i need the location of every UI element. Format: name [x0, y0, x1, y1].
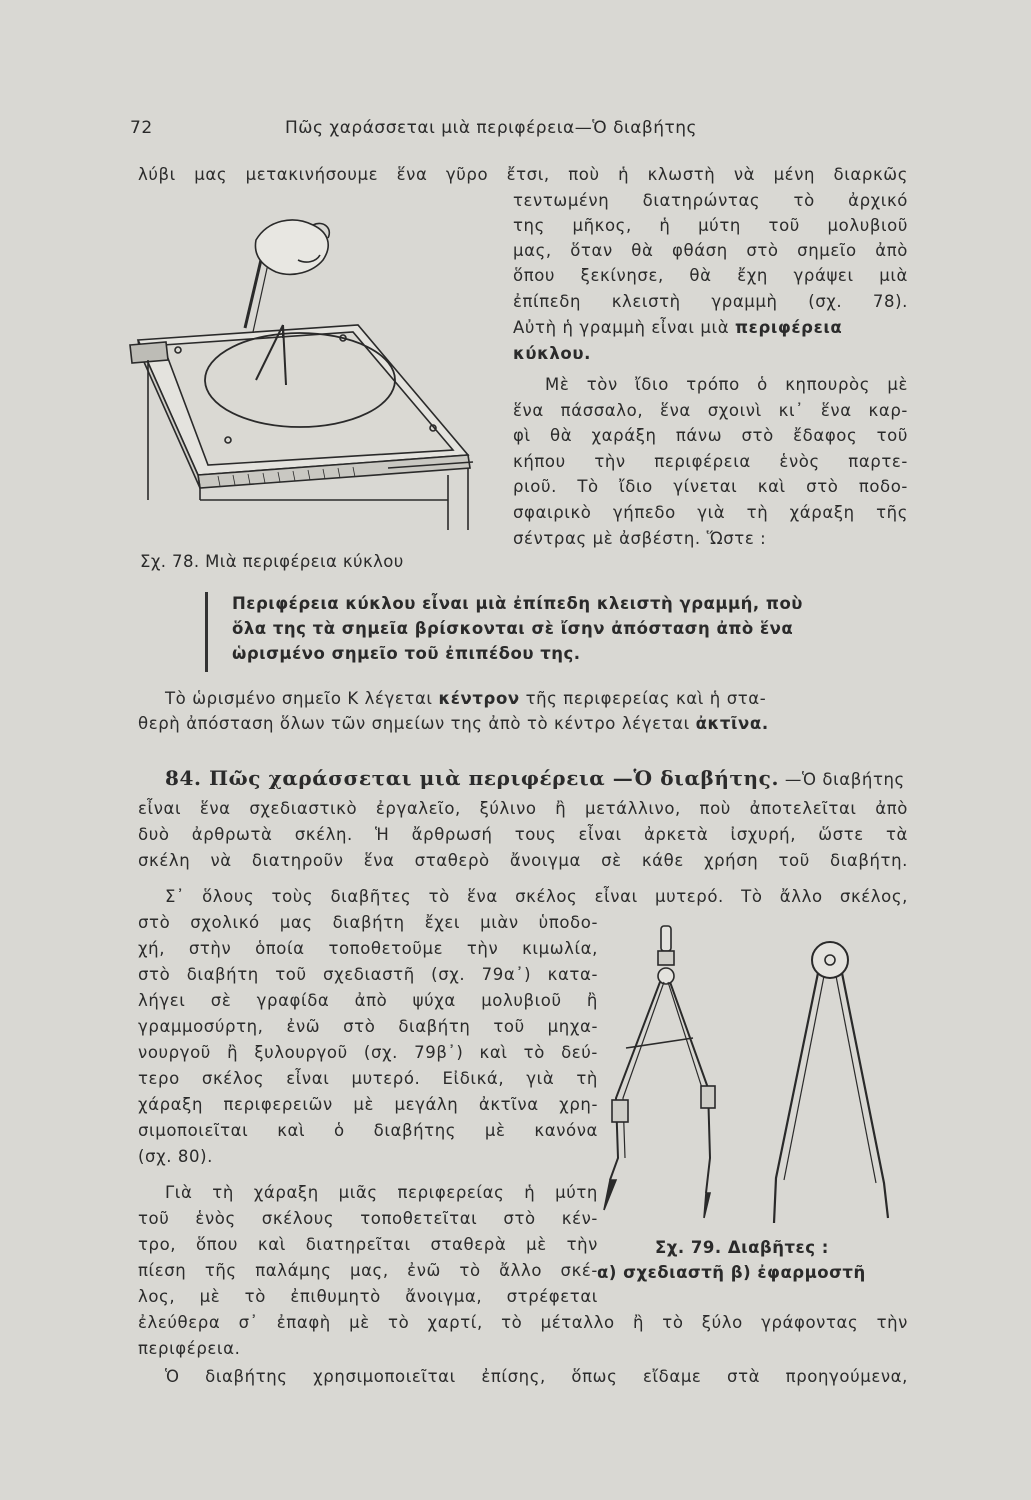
section-heading-line: [165, 766, 905, 793]
text-line: χάραξη περιφερειῶν μὲ μεγάλη ἀκτῖνα χρη-: [138, 1095, 598, 1114]
text-line: λύβι μας μετακινήσουμε ἕνα γῦρο ἔτσι, ποὺ ἡ κλωστὴ νὰ μένη διαρκῶς: [138, 165, 908, 184]
text-line: εἶναι ἕνα σχεδιαστικὸ ἐργαλεῖο, ξύλινο ἢ μετάλλινο, ποὺ ἀποτελεῖται ἀπὸ: [138, 799, 908, 818]
text-line: γραμμοσύρτη, ἐνῶ στὸ διαβήτη τοῦ μηχα-: [138, 1017, 598, 1036]
text-line: Ὁ διαβήτης χρησιμοποιεῖται ἐπίσης, ὅπως εἴδαμε στὰ προηγούμενα,: [165, 1367, 908, 1386]
definition-line: ὡρισμένο σημεῖο τοῦ ἐπιπέδου της.: [232, 644, 581, 663]
figure-79-caption-subtitle: α) σχεδιαστῆ β) ἐφαρμοστῆ: [597, 1263, 866, 1282]
text-line: ριοῦ. Τὸ ἴδιο γίνεται καὶ στὸ ποδο-: [513, 477, 908, 496]
figure-78-caption: Σχ. 78. Μιὰ περιφέρεια κύκλου: [140, 552, 404, 571]
text-line: (σχ. 80).: [138, 1147, 213, 1166]
text-line: Σ᾽ ὅλους τοὺς διαβῆτες τὸ ἕνα σκέλος εἶναι μυτερό. Τὸ ἄλλο σκέλος,: [165, 887, 908, 906]
text-line: νουργοῦ ἢ ξυλουργοῦ (σχ. 79β᾽) καὶ τὸ δεύ-: [138, 1043, 598, 1062]
text-line: κήπου τὴν περιφέρεια ἑνὸς παρτε-: [513, 452, 908, 471]
text-span: θερὴ ἀπόσταση ὅλων τῶν σημείων της ἀπὸ τὸ κέντρο λέγεται: [138, 714, 696, 733]
bold-term: κύκλου.: [513, 344, 591, 363]
text-line: μας, ὅταν θὰ φθάση στὸ σημεῖο ἀπὸ: [513, 241, 908, 260]
text-line: τεντωμένη διατηρώντας τὸ ἀρχικό: [513, 191, 908, 210]
text-line: λος, μὲ τὸ ἐπιθυμητὸ ἄνοιγμα, στρέφεται: [138, 1287, 598, 1306]
text-line: σιμοποιεῖται καὶ ὁ διαβήτης μὲ κανόνα: [138, 1121, 598, 1140]
text-line: τερο σκέλος εἶναι μυτερό. Εἰδικά, γιὰ τὴ: [138, 1069, 598, 1088]
text-line: χή, στὴν ὁποία τοποθετοῦμε τὴν κιμωλία,: [138, 939, 598, 958]
bold-term: ἀκτῖνα.: [695, 714, 769, 733]
text-span: τῆς περιφερείας καὶ ἡ στα-: [519, 689, 767, 708]
section-heading: 84. Πῶς χαράσσεται μιὰ περιφέρεια —Ὁ διαβήτης.: [165, 766, 780, 790]
figure-78-illustration: [128, 200, 508, 545]
running-title: Πῶς χαράσσεται μιὰ περιφέρεια—Ὁ διαβήτης: [285, 118, 698, 138]
bold-term: περιφέρεια: [735, 318, 843, 337]
definition-box: [205, 592, 908, 672]
text-line: στὸ σχολικό μας διαβήτη ἔχει μιὰν ὑποδο-: [138, 913, 598, 932]
text-line: τρο, ὅπου καὶ διατηρεῖται σταθερὰ μὲ τὴν: [138, 1235, 598, 1254]
text-line: δυὸ ἀρθρωτὰ σκέλη. Ἡ ἄρθρωσή τους εἶναι ἀρκετὰ ἰσχυρή, ὥστε τὰ: [138, 825, 908, 844]
text-line: [513, 315, 842, 341]
text-line: σέντρας μὲ ἀσβέστη. Ὥστε :: [513, 529, 767, 548]
heading-tail-text: —Ὁ διαβήτης: [784, 770, 905, 789]
figure-79-illustration: [598, 918, 928, 1238]
text-line: Μὲ τὸν ἴδιο τρόπο ὁ κηπουρὸς μὲ: [545, 375, 908, 394]
text-line: πίεση τῆς παλάμης μας, ἐνῶ τὸ ἄλλο σκέ-: [138, 1261, 598, 1280]
figure-79-caption-title: Σχ. 79. Διαβῆτες :: [655, 1238, 829, 1257]
definition-line: ὅλα της τὰ σημεῖα βρίσκονται σὲ ἴσην ἀπόσταση ἀπὸ ἕνα: [232, 619, 794, 638]
text-line: [138, 711, 769, 737]
text-line: της μῆκος, ἡ μύτη τοῦ μολυβιοῦ: [513, 216, 908, 235]
text-line: [165, 686, 905, 712]
text-line: φὶ θὰ χαράξη πάνω στὸ ἔδαφος τοῦ: [513, 426, 908, 445]
text-line: τοῦ ἑνὸς σκέλους τοποθετεῖται στὸ κέν-: [138, 1209, 598, 1228]
page-number: 72: [130, 118, 153, 138]
text-line: ὅπου ξεκίνησε, θὰ ἔχη γράψει μιὰ: [513, 266, 908, 285]
text-line: στὸ διαβήτη τοῦ σχεδιαστῆ (σχ. 79α᾽) κατα-: [138, 965, 598, 984]
text-line: Γιὰ τὴ χάραξη μιᾶς περιφερείας ἡ μύτη: [165, 1183, 598, 1202]
text-line: σκέλη νὰ διατηροῦν ἕνα σταθερὸ ἄνοιγμα σὲ κάθε χρήση τοῦ διαβήτη.: [138, 851, 908, 870]
compass-a-handle: [661, 926, 671, 951]
text-line: λήγει σὲ γραφίδα ἀπὸ ψύχα μολυβιοῦ ἢ: [138, 991, 598, 1010]
text-span: Τὸ ὡρισμένο σημεῖο Κ λέγεται: [165, 689, 439, 708]
text-line: σφαιρικὸ γήπεδο γιὰ τὴ χάραξη τῆς: [513, 503, 908, 522]
text-line: ἕνα πάσσαλο, ἕνα σχοινὶ κι᾽ ἕνα καρ-: [513, 401, 908, 420]
text-line: ἐλεύθερα σ᾽ ἐπαφὴ μὲ τὸ χαρτί, τὸ μέταλλο ἢ τὸ ξύλο γράφοντας τὴν: [138, 1313, 908, 1332]
text-line: ἐπίπεδη κλειστὴ γραμμὴ (σχ. 78).: [513, 292, 908, 311]
bold-term: κέντρον: [438, 689, 520, 708]
text-line: περιφέρεια.: [138, 1339, 241, 1358]
definition-line: Περιφέρεια κύκλου εἶναι μιὰ ἐπίπεδη κλειστὴ γραμμή, ποὺ: [232, 594, 803, 613]
text-span: Αὐτὴ ἡ γραμμὴ εἶναι μιὰ: [513, 318, 736, 337]
